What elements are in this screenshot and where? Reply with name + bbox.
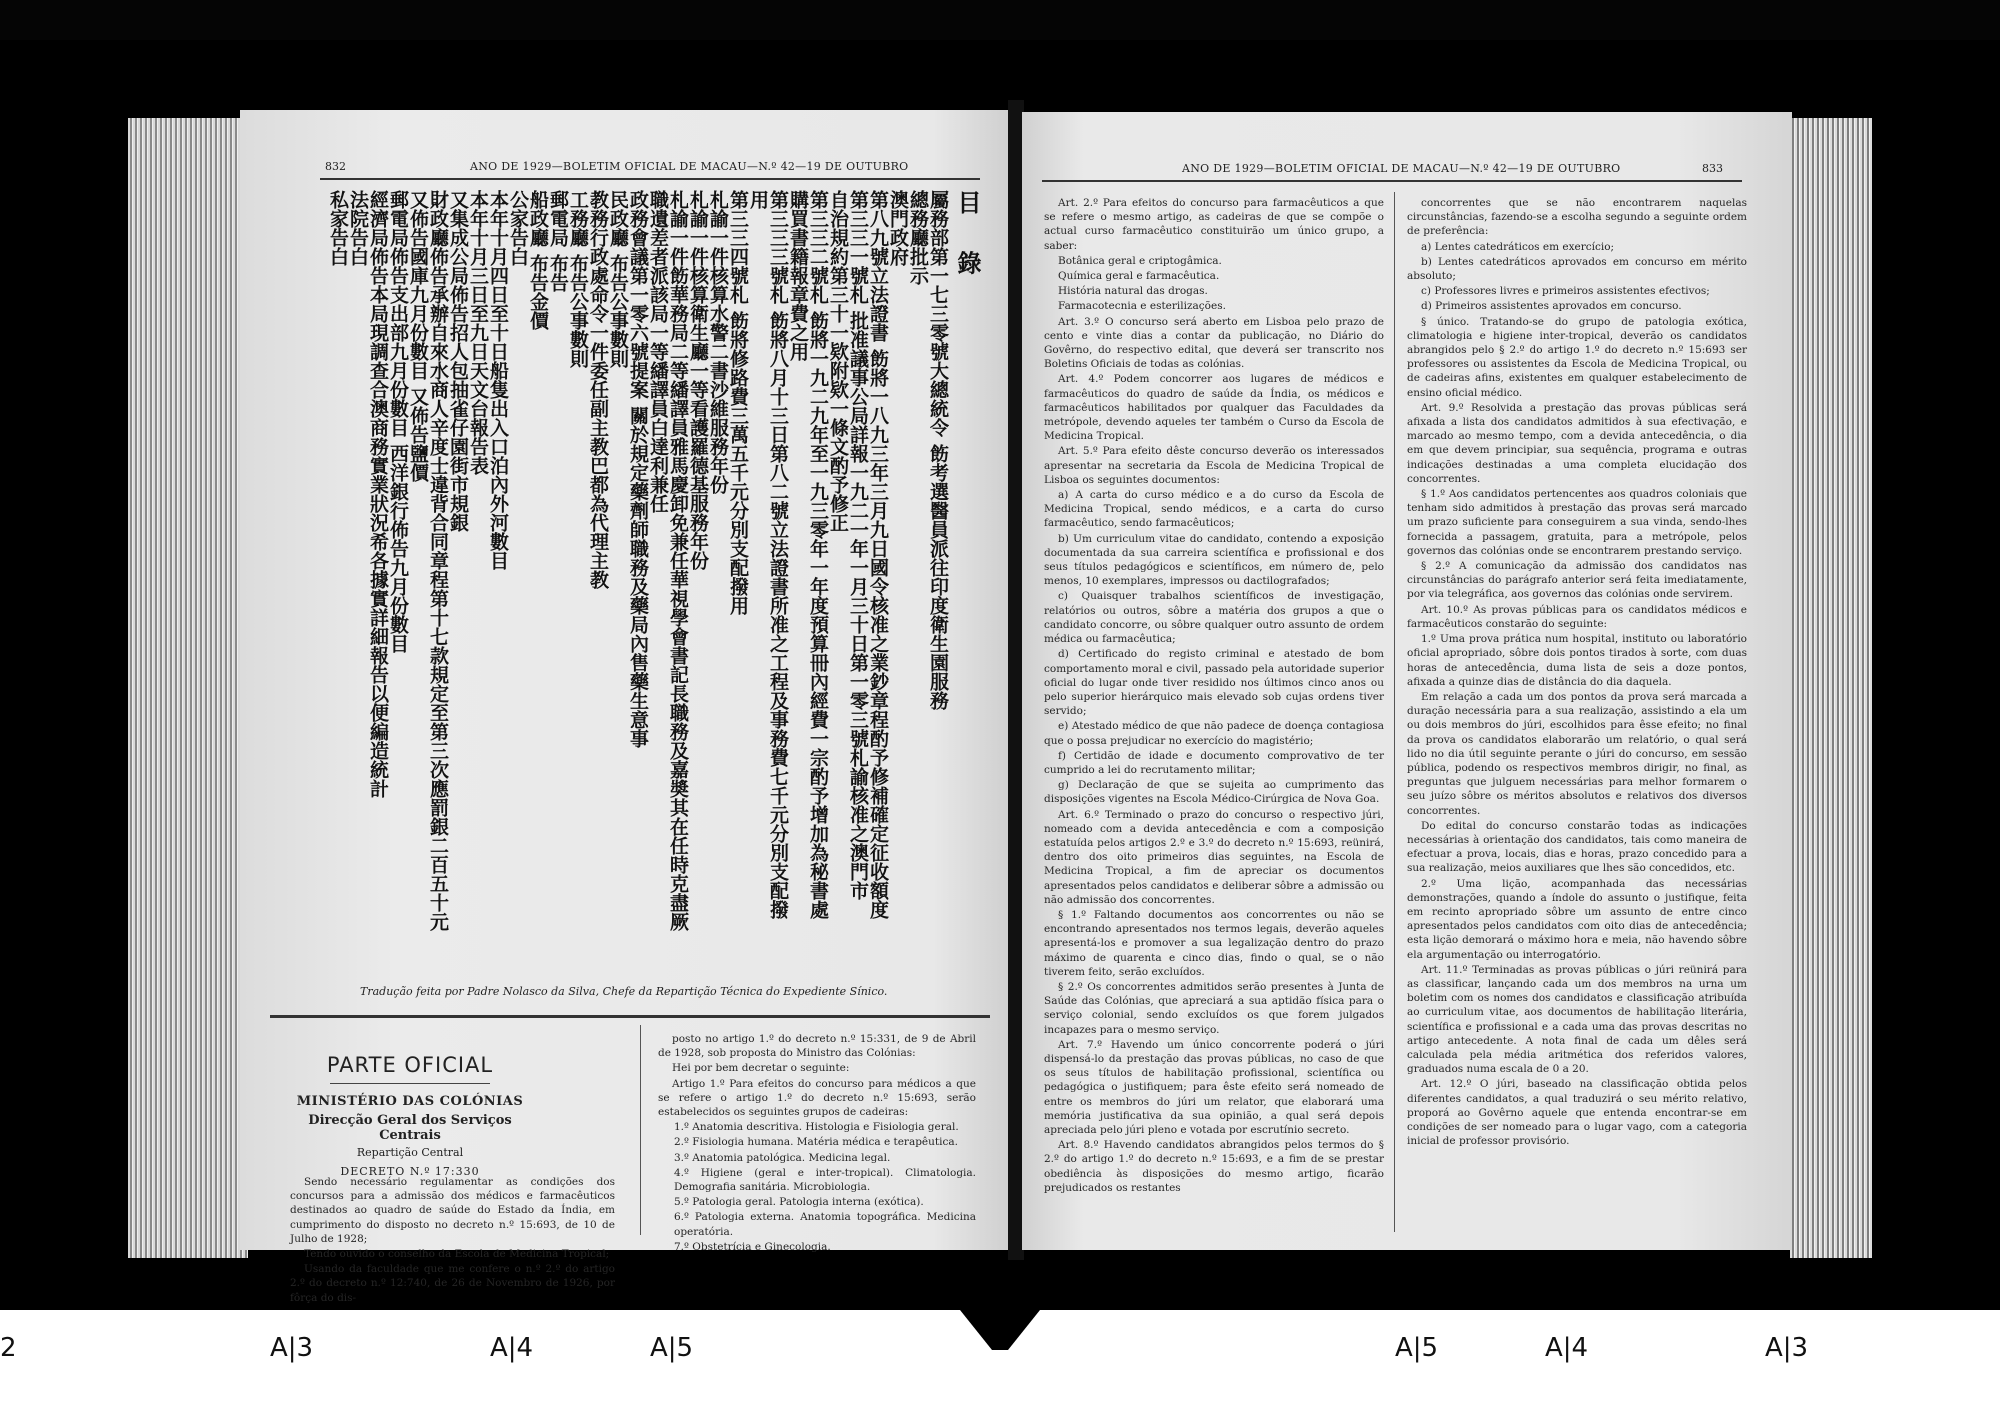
paragraph: Farmacotecnia e esterilizações.: [1058, 300, 1226, 313]
directory-entry: 職遺差者派該局一等繙譯員白達利兼任: [647, 190, 669, 513]
section-rule: [270, 1015, 990, 1018]
directory-entry: 第三三四號札 飭將修路費三萬五千元分別支配撥用: [727, 190, 749, 615]
paragraph: § 2.º Os concorrentes admitidos serão presentes à Junta de Saúde das Colónias, que apreciará a sua aptidão física para o serviço colonial, sendo excluídos os que forem julgados incapazes para o mesmo serviço.: [1044, 980, 1384, 1036]
film-notch: [960, 1310, 1040, 1350]
directory-entry: 財政廳佈告承辦自來水商人辛度士違背合同章程第十七款規定至第三次應罰銀二百五十元: [427, 190, 449, 931]
page-number: 833: [1702, 162, 1723, 175]
paragraph: Tendo ouvido o conselho da Escola de Medicina Tropical;: [304, 1248, 610, 1261]
paragraph: c) Quaisquer trabalhos scientíficos de investigação, relatórios ou outros, sôbre a matéria dos grupos a que o candidato concorre, ou sôbre qualquer outro assunto de ordem médica ou farmacêutica;: [1044, 590, 1384, 646]
directory-entry: 第三三三號札 飭將八月十三日第八二號立法證書所准之工程及事務費七千元分別支配撥: [767, 190, 789, 919]
paragraph: Art. 7.º Havendo um único concorrente poderá o júri dispensá-lo da prestação das provas públicas, no caso de que os seus títulos de habilitação profissional, scientífica ou pedagógica o justifiquem; para êste efeito será nomeado de entre os membros do júri um relator, que elaborará uma memória justificativa da sua opinião, a qual será depois apreciada pelo júri pleno e votada por escrutínio secreto.: [1044, 1038, 1384, 1136]
chinese-table-of-contents: [320, 190, 980, 970]
directory-entry: 郵電局佈告支出部九月份數目 西洋銀行佈告九月份數目: [387, 190, 409, 653]
parte-oficial-title: PARTE OFICIAL: [326, 1053, 494, 1077]
directory-entry: 本年十月三日至九日天文台報告表: [467, 190, 489, 475]
decree-number: DECRETO N.º 17:330: [340, 1165, 480, 1178]
paragraph: Do edital do concurso constarão todas as indicações necessárias à orientação dos candidatos, tais como maneira de efectuar a prova, locais, dias e horas, prazo concedido para a sua realização, meios auxiliares que lhes são concedidos, etc.: [1407, 819, 1747, 875]
parte-oficial-header: [290, 1045, 530, 1178]
film-mark: A|3: [270, 1333, 314, 1363]
paragraph: 1.º Uma prova prática num hospital, instituto ou laboratório oficial apropriado, sôbre dois pontos tirados à sorte, com duas horas de antecedência, duma lista de seis a doze pontos, afixada a quinze dias de distância do dia daquela.: [1407, 633, 1747, 688]
paragraph: Art. 9.º Resolvida a prestação das provas públicas será afixada a lista dos candidatos admitidos à sua efectivação, e marcado ao mesmo tempo, com a devida antecedência, o dia em que devem principiar, sua sequência, programa e outras indicações destinadas a uma completa elucidação dos concorrentes.: [1407, 401, 1747, 485]
directory-entry: 公家告白: [507, 190, 529, 266]
paragraph: Art. 12.º O júri, baseado na classificação obtida pelos diferentes candidatos, a qual traduzirá o seu mérito relativo, proporá ao Govêrno aquele que entenda encontrar-se em condições de ser nomeado para o lugar vago, com a categoria inicial de professor provisório.: [1407, 1078, 1747, 1148]
directory-heading: 目 錄: [953, 190, 982, 289]
paragraph: Art. 6.º Terminado o prazo do concurso o respectivo júri, nomeado com a devida antecedência e com a composição estatuída pelos artigos 2.º e 3.º do decreto n.º 15:693, reünirá, dentro dos oito primeiros dias seguintes, na Escola de Medicina Tropical, a fim de apreciar os documentos apresentados pelos candidatos e deliberar sôbre a admissão ou não admissão dos concorrentes.: [1044, 808, 1384, 906]
header-rule: [1042, 180, 1742, 182]
directory-entry: 屬務部第一七三零號大總統令 飭考選醫員派往印度衛生園服務: [927, 190, 949, 710]
film-mark: A|4: [1545, 1333, 1589, 1363]
paragraph: e) Atestado médico de que não padece de doença contagiosa que o possa prejudicar no exercício do magistério;: [1044, 720, 1384, 747]
film-mark: A|4: [490, 1333, 534, 1363]
list-item: 5.º Patologia geral. Patologia interna (exótica).: [674, 1196, 924, 1209]
film-mark: 2: [0, 1333, 17, 1363]
directory-entry: 用: [747, 190, 769, 209]
directory-entry: 第三三一號札 批准議事公局詳報一九二一年一月三十日第一零三號札諭核准之澳門市: [847, 190, 869, 900]
directory-entry: 本年十月四日至十日船隻出入口泊內外河數目: [487, 190, 509, 570]
left-page: [240, 110, 1010, 1304]
film-mark: A|5: [650, 1333, 694, 1363]
directory-entry: 教務行政處命令一件委任副主教巴都為代理主教: [587, 190, 609, 589]
directory-entry: 郵電局 布告: [547, 190, 569, 292]
paragraph: d) Primeiros assistentes aprovados em concurso.: [1421, 300, 1682, 313]
left-column-2: [658, 1032, 976, 1255]
directory-entry: 購買書籍報章費之用: [787, 190, 809, 361]
paragraph: posto no artigo 1.º do decreto n.º 15:331, de 9 de Abril de 1928, sob proposta do Ministro das Colónias:: [658, 1033, 976, 1060]
directory-entry: 政務會議第一零六號提案 關於規定藥劑師職務及藥局內售藥生意事: [627, 190, 649, 748]
paragraph: Artigo 1.º Para efeitos do concurso para médicos a que se refere o artigo 1.º do decreto n.º 15:693, serão estabelecidos os seguintes grupos de cadeiras:: [658, 1077, 976, 1119]
paragraph: f) Certidão de idade e documento comprovativo de ter cumprido a lei do recrutamento militar;: [1044, 749, 1384, 776]
paragraph: Art. 8.º Havendo candidatos abrangidos pelos termos do § 2.º do artigo 1.º do decreto n.º 15:693, e a fim de se prestar obediência às disposições do mesmo artigo, ficarão prejudicados os restantes: [1044, 1139, 1384, 1194]
right-column-1: [1044, 196, 1384, 1196]
list-item: 4.º Higiene (geral e inter-tropical). Climatologia. Demografia sanitária. Microbiologia.: [674, 1166, 976, 1194]
paragraph: História natural das drogas.: [1058, 285, 1208, 298]
film-mark: A|3: [1765, 1333, 1809, 1363]
paragraph: Art. 4.º Podem concorrer aos lugares de médicos e farmacêuticos do quadro de saúde da Índia, os médicos e farmacêuticos habilitados por qualquer das Faculdades da metrópole, devendo aqueles ter também o Curso da Escola de Medicina Tropical.: [1044, 373, 1384, 443]
paragraph: Química geral e farmacêutica.: [1058, 270, 1220, 283]
paragraph: Art. 11.º Terminadas as provas públicas o júri reünirá para as classificar, lançando cada um dos membros na urna um boletim com os nomes dos candidatos e classificação atribuída ao curriculum vitae, aos documentos de habilitação literária, scientífica e profissional e a cada uma das provas descritas no artigo antecedente. A nota final de cada um dêles será calculada pela média aritmética dos referidos valores, graduados numa escala de 0 a 20.: [1407, 963, 1747, 1076]
direction-name: Direcção Geral dos Serviços Centrais: [308, 1113, 512, 1143]
right-column-2: [1407, 196, 1747, 1149]
paragraph: Art. 5.º Para efeito dêste concurso deverão os interessados apresentar na secretaria da Escola de Medicina Tropical de Lisboa os seguintes documentos:: [1044, 445, 1384, 486]
directory-entry: 又佈告國庫九月份數目 又佈告鹽價: [407, 190, 429, 482]
list-item: 6.º Patologia externa. Anatomia topográfica. Medicina operatória.: [674, 1211, 976, 1238]
running-head: ANO DE 1929—BOLETIM OFICIAL DE MACAU—N.º 42—19 DE OUTUBRO: [470, 160, 909, 173]
list-item: 7.º Obstetrícia e Ginecologia.: [674, 1240, 831, 1253]
paragraph: Em relação a cada um dos pontos da prova será marcada a duração necessária para a sua realização, assistindo a ela um ou dois membros do júri, escolhidos para êsse efeito; no final da prova os candidatos elaborarão um relatório, o qual será lido no dia útil seguinte perante o júri do concurso, em sessão pública, podendo os respectivos membros dirigir, no final, as preguntas que julguem necessárias para melhor formarem o seu juízo sôbre os méritos absolutos e relativos dos diversos concorrentes.: [1407, 690, 1747, 817]
directory-entry: 經濟局佈告本局現調查合澳商務實業狀況希各據實詳細報告以便編造統計: [367, 190, 389, 798]
directory-entry: 澳門政府: [887, 190, 909, 266]
directory-entry: 第八九號立法證書 飭將一八九三年三月九日國令核准之業鈔章程酌予修補確定征收額度: [867, 190, 889, 919]
translation-note: Tradução feita por Padre Nolasco da Silva, Chefe da Repartição Técnica do Expediente Sínico.: [360, 985, 888, 998]
paragraph: § 2.º A comunicação da admissão dos candidatos nas circunstâncias do parágrafo anterior será feita imediatamente, por via telegráfica, aos governos das colónias onde servirem.: [1407, 560, 1747, 601]
paragraph: d) Certificado do registo criminal e atestado de bom comportamento moral e civil, passado pela autoridade superior oficial do lugar onde tiver residido nos últimos cinco anos ou pelo superior hierárquico mais elevado sob cujas ordens tiver servido;: [1044, 648, 1384, 718]
right-page: [1022, 112, 1792, 1250]
paragraph: 2.º Uma lição, acompanhada das necessárias demonstrações, quando a índole do assunto o justifique, feita em recinto apropriado sôbre um assunto de entre cinco apresentados pelos candidatos com oito dias de antecedência; esta lição demorará o máximo hora e meia, não havendo sôbre ela argumentação ou interrogatório.: [1407, 877, 1747, 961]
directory-entry: 民政廳 布告公事數則: [607, 190, 629, 368]
paragraph: Sendo necessário regulamentar as condições dos concursos para a admissão dos médicos e farmacêuticos destinados ao quadro de saúde do Estado da Índia, em cumprimento do disposto no decreto n.º 15:693, de 10 de Julho de 1928;: [290, 1176, 615, 1245]
directory-entry: 私家告白: [327, 190, 349, 266]
directory-entry: 工務廳 布告公事數則: [567, 190, 589, 368]
column-divider: [1394, 192, 1395, 1232]
running-head: ANO DE 1929—BOLETIM OFICIAL DE MACAU—N.º 42—19 DE OUTUBRO: [1182, 162, 1621, 175]
paragraph: Art. 10.º As provas públicas para os candidatos médicos e farmacêuticos constarão do seguinte:: [1407, 603, 1747, 630]
paragraph: c) Professores livres e primeiros assistentes efectivos;: [1421, 285, 1710, 298]
directory-entry: 法院告白: [347, 190, 369, 266]
paragraph: Art. 3.º O concurso será aberto em Lisboa pelo prazo de cento e vinte dias a contar da publicação, no Diário do Govêrno, do respectivo edital, que deverá ser transcrito nos Boletins Oficiais de todas as colónias.: [1044, 315, 1384, 371]
paragraph: b) Um curriculum vitae do candidato, contendo a exposição documentada da sua carreira scientífica e profissional e dos seus títulos pedagógicos e scientíficos, em número de, pelo menos, 10 exemplares, impressos ou dactilografados;: [1044, 532, 1384, 588]
directory-entry: 札諭一件核算水警二書沙維服務年份: [707, 190, 729, 494]
paragraph: concorrentes que se não encontrarem naquelas circunstâncias, fazendo-se a escolha segundo a seguinte ordem de preferência:: [1407, 197, 1747, 238]
directory-entry: 總務廳批示: [907, 190, 929, 285]
paragraph: § 1.º Faltando documentos aos concorrentes ou não se encontrando apresentados nos termos legais, deverão aqueles apresentá-los e promover a sua legalização dentro do prazo máximo de quarenta e cinco dias, findo o qual, se o não tiverem feito, serão excluídos.: [1044, 908, 1384, 978]
list-item: 1.º Anatomia descritiva. Histologia e Fisiologia geral.: [674, 1121, 959, 1134]
directory-entry: 札諭一件飭華務局二等繙譯員雅馬慶卸免兼任華視學會書記長職務及嘉奬其在任時克盡厥: [667, 190, 689, 931]
paragraph: Usando da faculdade que me confere o n.º 2.º do artigo 2.º do decreto n.º 12:740, de 26 de Novembro de 1926, por fôrça do dis-: [290, 1263, 615, 1304]
page-number: 832: [325, 160, 346, 173]
ministry-name: MINISTÉRIO DAS COLÓNIAS: [296, 1094, 524, 1109]
title-rule: [330, 1083, 490, 1084]
directory-columns: [328, 190, 948, 970]
paragraph: a) Lentes catedráticos em exercício;: [1421, 240, 1615, 253]
page-stack-left: [128, 118, 248, 1258]
directory-entry: 自治規約第三十一欵附欵一條文酌予修正: [827, 190, 849, 532]
paragraph: Botânica geral e criptogâmica.: [1058, 254, 1222, 267]
section-name: Repartição Central: [356, 1146, 464, 1159]
film-mark: A|5: [1395, 1333, 1439, 1363]
directory-entry: 第三三二號札 飭將一九二九年至一九三零年一年度預算冊內經費一宗酌予增加為秘書處: [807, 190, 829, 919]
film-border-top: [0, 0, 2000, 40]
directory-entry: 又集成公局佈告招人包抽雀仔園街市規銀: [447, 190, 469, 532]
paragraph: § 1.º Aos candidatos pertencentes aos quadros coloniais que tenham sido admitidos à prestação das provas será marcado um prazo suficiente para conseguirem a sua vinda, sendo-lhes fornecida a passagem, gratuita, para a metrópole, pelos governos das colónias onde se encontrarem prestando serviço.: [1407, 488, 1747, 557]
paragraph: g) Declaração de que se sujeita ao cumprimento das disposições vigentes na Escola Médico-Cirúrgica de Nova Goa.: [1044, 779, 1384, 806]
paragraph: Art. 2.º Para efeitos do concurso para farmacêuticos a que se refere o mesmo artigo, as cadeiras de que se compõe o actual curso farmacêutico constituirão um único grupo, a saber:: [1044, 197, 1384, 252]
list-item: 2.º Fisiologia humana. Matéria médica e terapêutica.: [674, 1136, 958, 1149]
column-divider: [640, 1025, 641, 1235]
directory-entry: 札諭一件核算衛生廳一等看護羅德基服務年份: [687, 190, 709, 570]
paragraph: b) Lentes catedráticos aprovados em concurso em mérito absoluto;: [1407, 255, 1747, 283]
left-column-1: [290, 1175, 615, 1306]
page-stack-right: [1790, 118, 1872, 1258]
header-rule: [320, 178, 980, 180]
paragraph: a) A carta do curso médico e a do curso da Escola de Medicina Tropical, sendo médicos, e a carta do curso farmacêutico, sendo farmacêuticos;: [1044, 489, 1384, 530]
directory-entry: 船政廳 布告金價: [527, 190, 549, 330]
paragraph: Hei por bem decretar o seguinte:: [672, 1062, 850, 1075]
list-item: 3.º Anatomia patológica. Medicina legal.: [674, 1151, 891, 1164]
paragraph: § único. Tratando-se do grupo de patologia exótica, climatologia e higiene inter-tropical, deverão os candidatos abrangidos pelo § 2.º do artigo 1.º do decreto n.º 15:693 ser professores ou assistentes da Escola de Medicina Tropical, ou de cadeiras afins, existentes em qualquer estabelecimento de ensino oficial médico.: [1407, 315, 1747, 399]
